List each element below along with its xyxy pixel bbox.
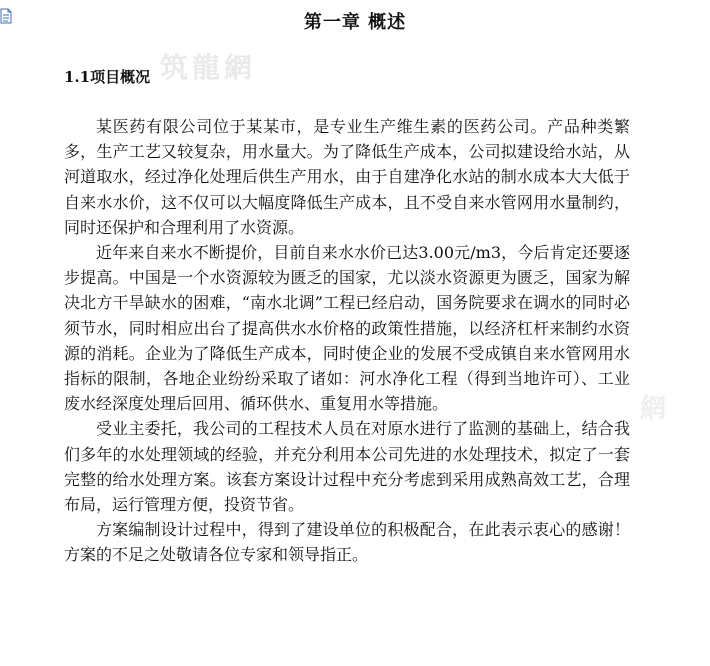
section-heading: 1.1项目概况 — [64, 68, 151, 86]
paragraph-2: 近年来自来水不断提价，目前自来水水价已达3.00元/m3，今后肯定还要逐步提高。中国是一个水资源较为匮乏的国家，尤以淡水资源更为匮乏，国家为解决北方干旱缺水的困难，“南水北调”工程已经启动，国务院要求在调水的同时必须节水，同时相应出台了提高供水水价格的政策性措施，以经济杠杆来制约水资源的消耗。企业为了降低生产成本，同时使企业的发展不受成镇自来水管网用水指标的限制，各地企业纷纷采取了诸如：河水净化工程（得到当地许可）、工业废水经深度处理后回用、循环供水、重复用水等措施。 — [64, 243, 630, 414]
paragraph-4: 方案编制设计过程中，得到了建设单位的积极配合，在此表示衷心的感谢！方案的不足之处敬请各位专家和领导指正。 — [64, 520, 630, 565]
paragraph-3: 受业主委托，我公司的工程技术人员在对原水进行了监测的基础上，结合我们多年的水处理领域的经验，并充分利用本公司先进的水处理技术，拟定了一套完整的给水处理方案。该套方案设计过程中充分考虑到采用成熟高效工艺，合理布局，运行管理方便，投资节省。 — [64, 419, 630, 515]
paragraph-1: 某医药有限公司位于某某市，是专业生产维生素的医药公司。产品种类繁多，生产工艺又较复杂，用水量大。为了降低生产成本，公司拟建设给水站，从河道取水，经过净化处理后供生产用水，由于自建净化水站的制水成本大大低于自来水水价，这不仅可以大幅度降低生产成本，且不受自来水管网用水量制约，同时还保护和合理利用了水资源。 — [64, 117, 630, 237]
watermark-fragment: 網 — [640, 394, 667, 424]
chapter-title: 第一章 概述 — [303, 12, 407, 33]
watermark: 筑龍網 — [160, 51, 257, 84]
body-text — [64, 114, 630, 568]
